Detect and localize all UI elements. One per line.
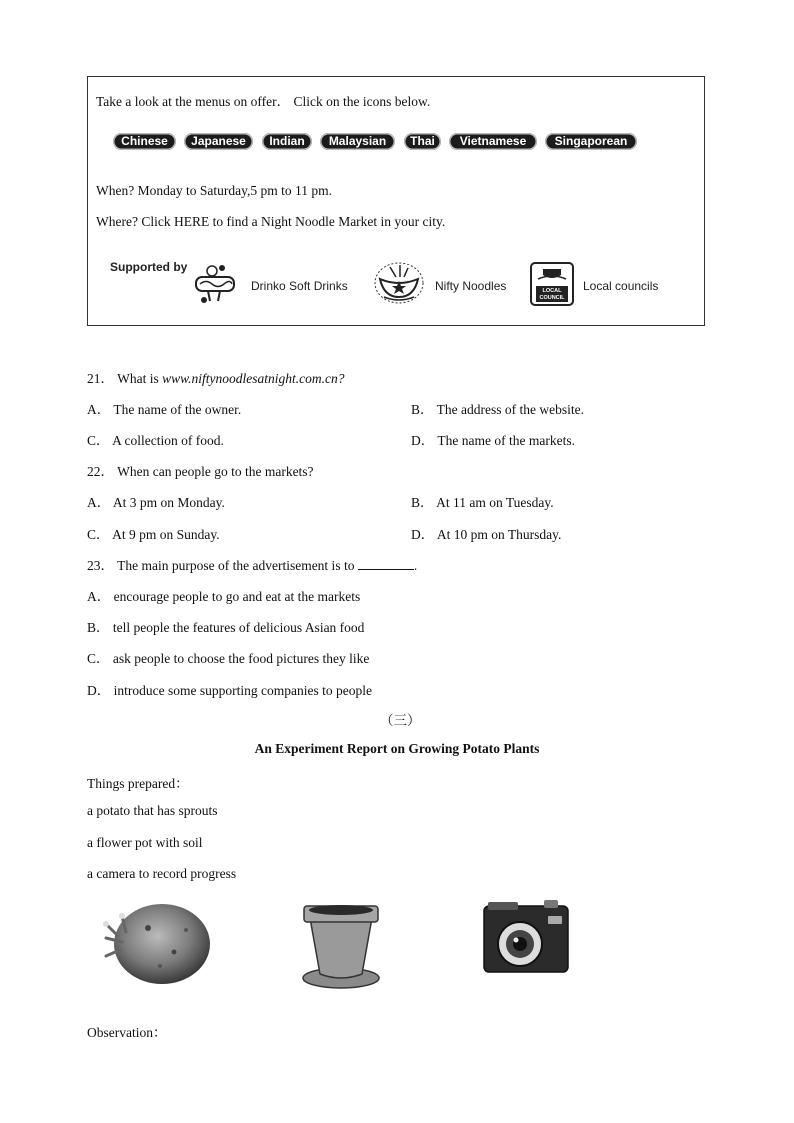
section-title: An Experiment Report on Growing Potato Plants xyxy=(254,741,540,756)
answer-blank[interactable] xyxy=(358,559,414,570)
things-prepared-label: Things prepared： xyxy=(87,776,189,791)
question-21-url: www.niftynoodlesatnight.com.cn? xyxy=(162,371,345,386)
question-23-option-a[interactable]: A． encourage people to go and eat at the markets xyxy=(87,589,361,604)
soft-drink-logo-icon xyxy=(192,262,242,306)
thing-item-potato: a potato that has sprouts xyxy=(87,803,218,818)
question-23-stem xyxy=(87,554,417,574)
camera-icon xyxy=(478,896,572,980)
question-22-option-d[interactable]: D． At 10 pm on Thursday. xyxy=(411,527,562,542)
cuisine-button-japanese[interactable]: Japanese xyxy=(184,133,253,150)
ad-where: Where? Click HERE to find a Night Noodle Market in your city. xyxy=(96,214,446,229)
council-logo-icon xyxy=(530,262,574,306)
question-23-end: . xyxy=(413,558,418,573)
cuisine-button-indian[interactable]: Indian xyxy=(262,133,312,150)
question-23-text: 23． The main purpose of the advertisement is to xyxy=(87,558,355,573)
cuisine-button-vietnamese[interactable]: Vietnamese xyxy=(449,133,537,150)
cuisine-button-singaporean[interactable]: Singaporean xyxy=(545,133,637,150)
question-21-stem xyxy=(87,367,345,387)
supported-by-label: Supported by xyxy=(110,260,188,274)
section-marker: （三） xyxy=(380,713,421,728)
question-22-option-b[interactable]: B． At 11 am on Tuesday. xyxy=(411,495,554,510)
cuisine-button-thai[interactable]: Thai xyxy=(404,133,441,150)
noodle-bowl-logo-icon xyxy=(370,259,428,307)
question-23-option-c[interactable]: C． ask people to choose the food pictures they like xyxy=(87,651,370,666)
question-22-option-a[interactable]: A． At 3 pm on Monday. xyxy=(87,495,225,510)
thing-item-pot: a flower pot with soil xyxy=(87,835,203,850)
observation-label: Observation： xyxy=(87,1025,167,1040)
question-21-option-d[interactable]: D． The name of the markets. xyxy=(411,433,575,448)
question-22-stem: 22． When can people go to the markets? xyxy=(87,464,314,479)
thing-item-camera: a camera to record progress xyxy=(87,866,237,881)
question-23-option-d[interactable]: D． introduce some supporting companies to people xyxy=(87,683,372,698)
sponsor-council-name: Local councils xyxy=(583,279,659,293)
question-22-option-c[interactable]: C． At 9 pm on Sunday. xyxy=(87,527,220,542)
sponsor-drinko-name: Drinko Soft Drinks xyxy=(251,279,348,293)
cuisine-button-malaysian[interactable]: Malaysian xyxy=(320,133,395,150)
potato-icon xyxy=(96,896,216,988)
ad-when: When? Monday to Saturday,5 pm to 11 pm. xyxy=(96,183,332,198)
question-21-option-b[interactable]: B． The address of the website. xyxy=(411,402,584,417)
question-21-option-c[interactable]: C． A collection of food. xyxy=(87,433,224,448)
question-23-option-b[interactable]: B． tell people the features of delicious Asian food xyxy=(87,620,365,635)
ad-intro: Take a look at the menus on offer． Click on the icons below. xyxy=(96,94,431,109)
question-21-option-a[interactable]: A． The name of the owner. xyxy=(87,402,242,417)
flower-pot-icon xyxy=(300,900,382,992)
question-21-prefix: 21． What is xyxy=(87,371,163,386)
sponsor-nifty-name: Nifty Noodles xyxy=(435,279,507,293)
cuisine-button-chinese[interactable]: Chinese xyxy=(113,133,176,150)
council-logo-text: LOCAL COUNCIL xyxy=(539,288,565,301)
